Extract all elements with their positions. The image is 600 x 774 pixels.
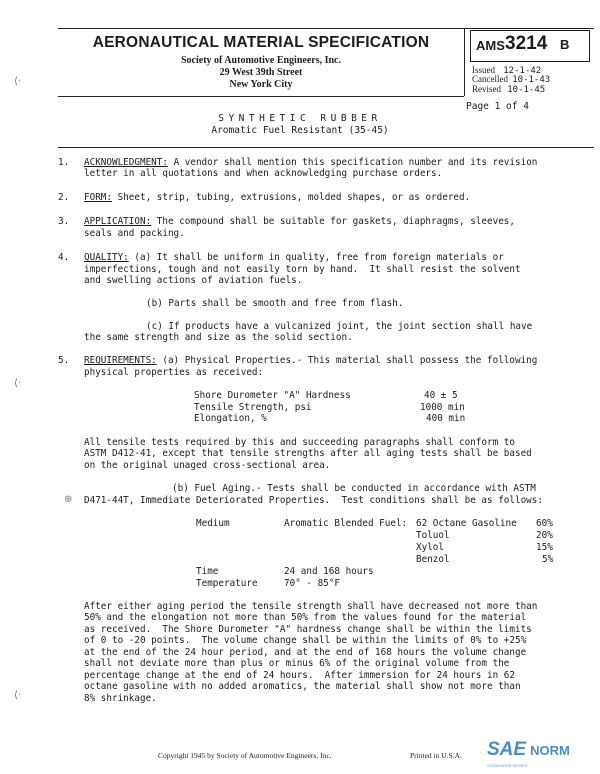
aging-result-line-8: octane gasoline with no added aromatics, the material shall show not more than <box>84 681 521 692</box>
section-4-c-line-1: (c) If products have a vulcanized joint, the joint section shall have <box>146 321 533 332</box>
section-5-heading: REQUIREMENTS: <box>84 355 157 366</box>
section-4-text-1: (a) It shall be uniform in quality, free from foreign materials or <box>128 252 504 263</box>
aging-result-line-6: shall not deviate more than plus or minus 6% of the original volume from the <box>84 658 510 669</box>
watermark-brand: SAE <box>487 739 527 760</box>
medium-label: Medium <box>196 518 230 529</box>
fuel-toluol-pct: 20% <box>536 530 553 541</box>
fuel-gasoline-pct: 60% <box>536 518 553 529</box>
section-5-text-1: (a) Physical Properties.- This material shall possess the following <box>156 355 538 366</box>
revised-label: Revised <box>472 84 501 94</box>
property-elongation-name: Elongation, % <box>194 413 267 424</box>
property-hardness-value: 40 ± 5 <box>424 390 458 401</box>
section-4-line-3: and swelling actions of aviation fuels. <box>84 275 303 286</box>
fuel-aging-line-1: (b) Fuel Aging.- Tests shall be conducted in accordance with ASTM <box>172 483 536 494</box>
section-1-text-1: A vendor shall mention this specification number and its revision <box>167 157 538 168</box>
ams-prefix: AMS <box>476 38 505 53</box>
ams-revision-letter: B <box>560 37 570 52</box>
section-2-line-1 <box>84 192 470 204</box>
section-4-b: (b) Parts shall be smooth and free from flash. <box>146 298 404 309</box>
section-5-line-2: physical properties as received: <box>84 367 264 378</box>
section-4-number: 4. <box>58 252 70 263</box>
spec-title: AERONAUTICAL MATERIAL SPECIFICATION <box>92 34 430 51</box>
tensile-note-line-3: on the original unaged cross-sectional area. <box>84 460 331 471</box>
society-street: 29 West 39th Street <box>219 67 303 78</box>
revised-row <box>472 85 545 95</box>
binder-hole-mark-icon: ⟨· <box>14 690 22 701</box>
ams-number: 3214 <box>505 33 548 54</box>
section-1-line-2: letter in all quotations and when acknowledging purchase orders. <box>84 168 443 179</box>
society-name: Society of Automotive Engineers, Inc. <box>181 55 341 66</box>
temperature-label: Temperature <box>196 578 258 589</box>
copyright-notice: Copyright 1945 by Society of Automotive Engineers, Inc. <box>158 751 332 760</box>
section-4-line-2: imperfections, tough and not easily torn by hand. It shall resist the solvent <box>84 264 521 275</box>
tensile-note-line-1: All tensile tests required by this and succeeding paragraphs shall conform to <box>84 437 515 448</box>
fuel-toluol-name: Toluol <box>416 530 450 541</box>
aging-result-line-9: 8% shrinkage. <box>84 693 157 704</box>
section-1-line-1 <box>84 157 537 169</box>
subject-title: SYNTHETIC RUBBER <box>218 113 382 124</box>
property-tensile-value: 1000 min <box>420 402 465 413</box>
section-4-c-line-2: the same strength and size as the solid section. <box>84 332 353 343</box>
section-2-heading: FORM: <box>84 192 112 203</box>
property-hardness-name: Shore Durometer "A" Hardness <box>194 390 351 401</box>
section-1-number: 1. <box>58 157 70 168</box>
section-2-number: 2. <box>58 192 70 203</box>
aging-result-line-3: as received. The Shore Durometer "A" hardness change shall be within the limits <box>84 624 532 635</box>
fuel-xylol-name: Xylol <box>416 542 444 553</box>
section-3-line-1 <box>84 216 515 228</box>
section-4-line-1 <box>84 252 504 264</box>
binder-hole-mark-icon: ⟨· <box>14 76 22 87</box>
aging-result-line-4: of 0 to -20 points. The volume change shall be within the limits of 0% to +25% <box>84 635 527 646</box>
section-1-heading: ACKNOWLEDGMENT: <box>84 157 168 168</box>
revision-mark-icon: ⊕ <box>64 494 73 505</box>
revised-date: 10-1-45 <box>507 85 546 95</box>
watermark-tagline: STANDARDS SERIES <box>487 763 528 768</box>
property-tensile-name: Tensile Strength, psi <box>194 402 312 413</box>
society-city: New York City <box>229 79 293 90</box>
aging-result-line-1: After either aging period the tensile strength shall have decreased not more than <box>84 601 538 612</box>
sae-norm-watermark <box>487 739 570 768</box>
section-3-heading: APPLICATION: <box>84 216 152 227</box>
cancelled-label: Cancelled <box>472 74 508 84</box>
aging-result-line-7: percentage change at the end of 24 hours. After immersion for 24 hours in 62 <box>84 670 515 681</box>
temperature-value: 70° - 85°F <box>284 578 340 589</box>
watermark-word: NORM <box>530 743 570 758</box>
aging-result-line-2: 50% and the elongation not more than 50% from the values found for the material <box>84 612 527 623</box>
fuel-gasoline-name: 62 Octane Gasoline <box>416 518 517 529</box>
header-top-rule <box>58 28 594 29</box>
section-2-text-1: Sheet, strip, tubing, extrusions, molded shapes, or as ordered. <box>112 192 471 203</box>
binder-hole-mark-icon: ⟨· <box>14 378 22 389</box>
time-value: 24 and 168 hours <box>284 566 374 577</box>
header-separator-rule <box>58 147 594 148</box>
cancelled-date: 10-1-43 <box>512 75 551 85</box>
printed-notice: Printed in U.S.A. <box>410 751 462 760</box>
section-3-line-2: seals and packing. <box>84 228 185 239</box>
medium-name: Aromatic Blended Fuel: <box>284 518 408 529</box>
section-4-heading: QUALITY: <box>84 252 129 263</box>
section-5-number: 5. <box>58 355 70 366</box>
fuel-aging-line-2: D471-44T, Immediate Deteriorated Properties. Test conditions shall be as follows: <box>84 495 543 506</box>
page-number: Page 1 of 4 <box>466 101 529 112</box>
section-3-text-1: The compound shall be suitable for gaskets, diaphragms, sleeves, <box>151 216 515 227</box>
issued-label: Issued <box>472 65 495 75</box>
header-divider <box>464 28 465 96</box>
subject-subtitle: Aromatic Fuel Resistant (35-45) <box>211 125 389 136</box>
tensile-note-line-2: ASTM D412-41, except that tensile strengths after all aging tests shall be based <box>84 448 532 459</box>
issued-date: 12-1-42 <box>503 66 542 76</box>
header-bottom-rule <box>58 96 464 97</box>
aging-result-line-5: at the end of the 24 hour period, and at the end of 168 hours the volume change <box>84 647 527 658</box>
section-5-line-1 <box>84 355 537 367</box>
fuel-benzol-name: Benzol <box>416 554 450 565</box>
fuel-xylol-pct: 15% <box>536 542 553 553</box>
fuel-benzol-pct: 5% <box>542 554 554 565</box>
section-3-number: 3. <box>58 216 70 227</box>
property-elongation-value: 400 min <box>426 413 466 424</box>
time-label: Time <box>196 566 219 577</box>
